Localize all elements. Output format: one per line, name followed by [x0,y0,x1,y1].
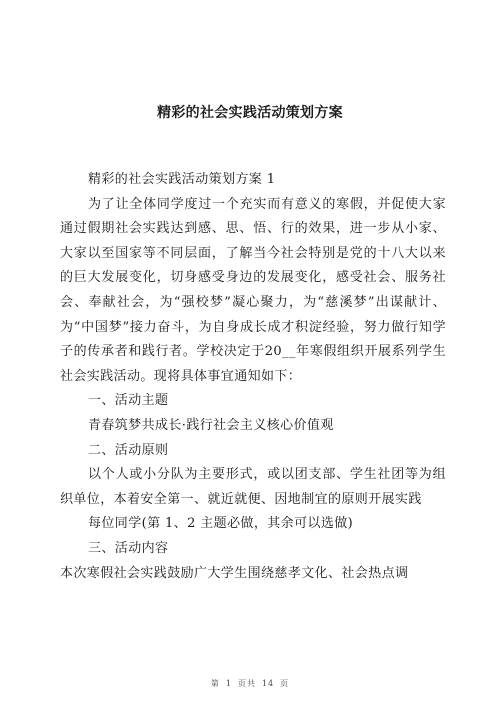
heading-activity-theme: 一、活动主题 [88,393,169,409]
paragraph-activity-principles: 以个人或小分队为主要形式，或以团支部、学生社团等为组织单位，本着安全第一、就近就便、因地制宜的原则开展实践 [60,467,446,507]
heading-activity-principles: 二、活动原则 [88,442,169,458]
heading-activity-content: 三、活动内容 [88,540,169,556]
document-body [60,168,446,586]
document-title: 精彩的社会实践活动策划方案 [157,105,343,121]
paragraph-section-heading: 精彩的社会实践活动策划方案 1 [88,172,276,187]
paragraph-activity-theme: 青春筑梦共成长·践行社会主义核心价值观 [88,417,334,433]
footer-prefix: 第 [210,679,220,688]
footer-total-pages: 14 [261,679,275,688]
paragraph-intro: 为了让全体同学度过一个充实而有意义的寒假，并促使大家通过假期社会实践达到感、思、悟、行的效果，进一步从小家、大家以至国家等不同层面，了解当今社会特别是党的十八大以来的巨大发展变化，切身感受身边的发展变化，感受社会、服务社会、奉献社会，为“强校梦”凝心聚力，为“慈溪梦”出谋献计、为“中国梦”接力奋斗，为自身成长成才积淀经验，努力做行知学子的传承者和践行者。学校决定于20__年寒假组织开展系列学生社会实践活动。现将具体事宜通知如下： [60,196,446,384]
page-footer [0,678,500,689]
footer-middle: 页共 [237,679,256,688]
paragraph-activity-content: 本次寒假社会实践鼓励广大学生围绕慈孝文化、社会热点调 [60,565,409,581]
paragraph-requirement: 每位同学(第 1、2 主题必做，其余可以选做) [88,516,354,532]
footer-current-page: 1 [225,679,232,688]
footer-suffix: 页 [280,679,290,688]
